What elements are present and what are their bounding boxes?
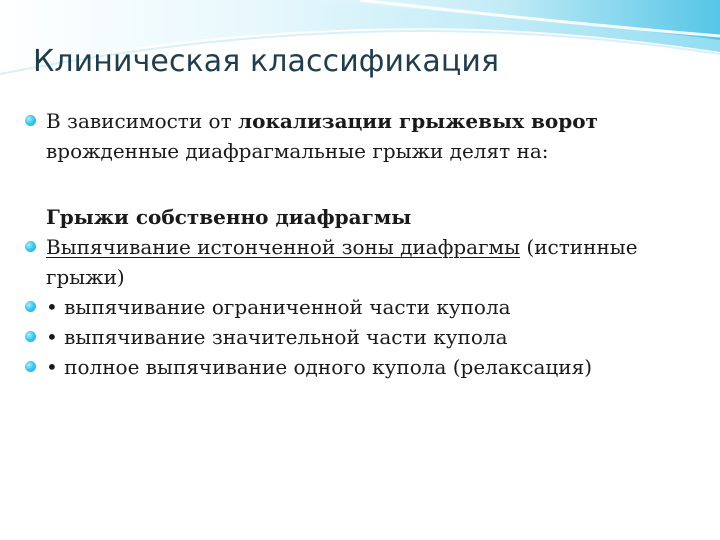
bullet-icon bbox=[25, 241, 36, 252]
list-item-text: • выпячивание ограниченной части купола bbox=[46, 295, 511, 319]
true-hernia-underlined: Выпячивание истонченной зоны диафрагмы bbox=[46, 235, 521, 259]
true-hernia-rest: (истинные грыжи) bbox=[46, 235, 638, 289]
intro-text-2: врожденные диафрагмальные грыжи делят на: bbox=[46, 139, 549, 163]
slide-body bbox=[24, 106, 684, 382]
bullet-icon bbox=[25, 115, 36, 126]
intro-bold-term: локализации грыжевых ворот bbox=[238, 109, 598, 133]
bullet-icon bbox=[25, 301, 36, 312]
spacer bbox=[24, 166, 684, 202]
slide-title: Клиническая классификация bbox=[33, 44, 500, 79]
bullet-icon bbox=[25, 331, 36, 342]
list-item bbox=[24, 352, 684, 382]
intro-paragraph bbox=[24, 106, 684, 166]
bullet-icon bbox=[25, 361, 36, 372]
list-item-text: • выпячивание значительной части купола bbox=[46, 325, 508, 349]
list-item bbox=[24, 322, 684, 352]
list-item-true-hernia bbox=[24, 232, 684, 292]
list-item-text: • полное выпячивание одного купола (релаксация) bbox=[46, 355, 593, 379]
list-item bbox=[24, 292, 684, 322]
subheading-text: Грыжи собственно диафрагмы bbox=[46, 205, 412, 229]
intro-text-1: В зависимости от bbox=[46, 109, 239, 133]
subheading bbox=[24, 202, 684, 232]
